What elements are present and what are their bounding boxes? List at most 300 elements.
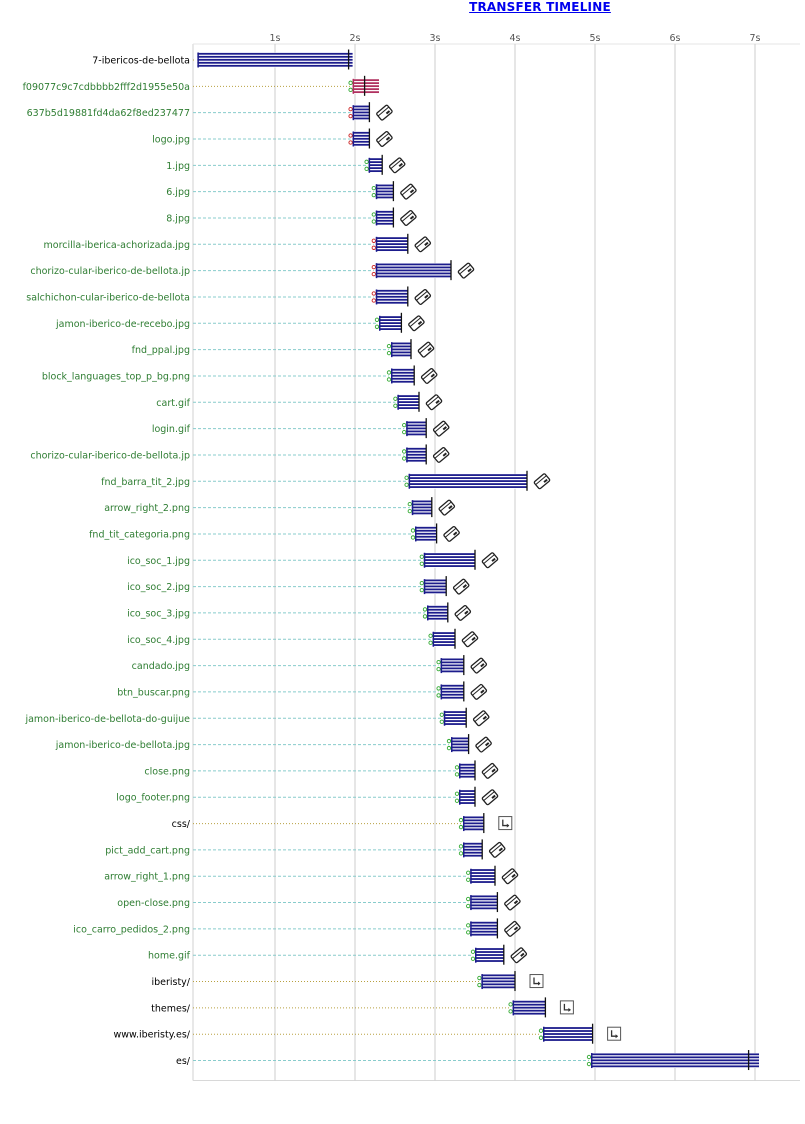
transfer-bar-stripe	[415, 530, 437, 532]
row-label[interactable]: css/	[171, 819, 190, 831]
transfer-bar-stripe	[427, 618, 448, 620]
transfer-bar-stripe	[441, 667, 464, 669]
disk-icon	[443, 526, 460, 542]
transfer-bar[interactable]	[441, 684, 464, 699]
disk-icon	[376, 105, 393, 121]
transfer-bar[interactable]	[406, 447, 426, 462]
transfer-bar-stripe	[441, 664, 464, 666]
transfer-bar-stripe	[427, 606, 448, 608]
transfer-bar-stripe	[470, 922, 497, 924]
row-label[interactable]: 7-ibericos-de-bellota	[92, 55, 190, 67]
transfer-bar-stripe	[459, 802, 475, 804]
transfer-bar-stripe	[424, 586, 446, 588]
row-label[interactable]: pict_add_cart.png	[105, 845, 190, 857]
transfer-bar-stripe	[459, 767, 475, 769]
redirect-icon	[499, 817, 512, 830]
transfer-bar-stripe	[406, 454, 426, 456]
timing-marker	[387, 344, 390, 347]
transfer-bar-stripe	[391, 381, 414, 383]
timing-marker	[405, 476, 408, 479]
timing-marker	[394, 397, 397, 400]
transfer-bar-stripe	[459, 770, 475, 772]
transfer-bar-stripe	[353, 106, 370, 108]
timing-marker	[372, 193, 375, 196]
transfer-bar-stripe	[353, 112, 370, 114]
row-label[interactable]: logo_footer.png	[116, 792, 190, 804]
disk-icon	[504, 895, 521, 911]
timeline-row[interactable]	[117, 681, 487, 701]
transfer-bar-stripe	[376, 240, 408, 242]
transfer-bar[interactable]	[412, 500, 432, 515]
transfer-bar-stripe	[463, 828, 484, 830]
disk-icon	[504, 921, 521, 937]
timeline-row[interactable]	[92, 50, 352, 70]
row-label[interactable]: chorizo-cular-iberico-de-bellota.jp	[30, 450, 190, 462]
transfer-bar-stripe	[470, 931, 497, 933]
transfer-bar-edge	[427, 605, 429, 620]
transfer-bar[interactable]	[415, 526, 437, 541]
row-label[interactable]: candado.jpg	[131, 661, 190, 673]
transfer-bar[interactable]	[376, 289, 408, 304]
transfer-bar[interactable]	[391, 342, 411, 357]
transfer-bar[interactable]	[197, 53, 352, 68]
transfer-bar-stripe	[463, 843, 482, 845]
disk-icon	[458, 263, 475, 279]
timing-marker	[372, 220, 375, 223]
transfer-bar[interactable]	[424, 579, 446, 594]
transfer-bar-stripe	[475, 957, 504, 959]
transfer-bar-edge	[475, 948, 477, 963]
transfer-bar-stripe	[353, 85, 379, 87]
transfer-bar-stripe	[459, 796, 475, 798]
disk-icon	[400, 210, 417, 226]
transfer-bar-stripe	[470, 901, 497, 903]
transfer-bar-edge	[412, 500, 414, 515]
transfer-bar[interactable]	[353, 131, 370, 146]
tick-label: 7s	[749, 33, 761, 44]
disk-icon	[462, 631, 479, 647]
row-label[interactable]: cart.gif	[156, 397, 190, 409]
transfer-bar-stripe	[391, 378, 414, 380]
timing-marker	[440, 720, 443, 723]
transfer-bar[interactable]	[433, 632, 455, 647]
row-label[interactable]: home.gif	[148, 950, 190, 962]
timing-marker	[387, 378, 390, 381]
row-label[interactable]: www.iberisty.es/	[113, 1029, 190, 1041]
row-label[interactable]: 6.jpg	[166, 187, 190, 199]
transfer-bar-stripe	[409, 474, 527, 476]
row-label[interactable]: 1.jpg	[166, 160, 190, 172]
transfer-bar-stripe	[481, 986, 515, 988]
transfer-bar-edge	[470, 895, 472, 910]
transfer-bar-stripe	[376, 211, 394, 213]
transfer-bar-stripe	[391, 369, 414, 371]
transfer-bar-stripe	[406, 448, 426, 450]
timing-marker	[455, 766, 458, 769]
timing-marker	[437, 694, 440, 697]
transfer-bar-stripe	[513, 1004, 546, 1006]
transfer-bar-stripe	[513, 1010, 546, 1012]
transfer-bar-stripe	[441, 661, 464, 663]
transfer-bar-edge	[591, 1053, 593, 1068]
transfer-bar-stripe	[444, 714, 466, 716]
transfer-bar[interactable]	[463, 816, 484, 831]
row-label[interactable]: salchichon-cular-iberico-de-bellota	[26, 292, 190, 304]
transfer-bar-stripe	[379, 319, 401, 321]
disk-icon	[453, 579, 470, 595]
disk-icon-body	[475, 737, 492, 753]
transfer-bar-stripe	[470, 881, 495, 883]
transfer-bar-edge	[376, 289, 378, 304]
transfer-bar-stripe	[376, 264, 451, 266]
transfer-bar-edge	[459, 763, 461, 778]
transfer-bar-stripe	[427, 612, 448, 614]
timing-marker	[420, 581, 423, 584]
transfer-bar[interactable]	[481, 974, 515, 989]
transfer-bar-stripe	[513, 1013, 546, 1015]
disk-icon	[426, 394, 443, 410]
row-label[interactable]: iberisty/	[151, 977, 190, 989]
transfer-bar-stripe	[376, 188, 394, 190]
disk-icon-body	[455, 605, 472, 621]
transfer-bar-stripe	[424, 553, 475, 555]
row-label[interactable]: f09077c9c7cdbbbb2fff2d1955e50a	[22, 81, 190, 93]
transfer-bar-stripe	[591, 1059, 759, 1061]
transfer-bar-stripe	[397, 407, 419, 409]
transfer-bar[interactable]	[444, 711, 466, 726]
transfer-bar-edge	[376, 237, 378, 252]
timeline-row[interactable]	[127, 550, 498, 570]
disk-icon-body	[443, 526, 460, 542]
tick-label: 1s	[269, 33, 281, 44]
row-label[interactable]: ico_carro_pedidos_2.png	[73, 924, 190, 936]
transfer-bar-stripe	[376, 223, 394, 225]
redirect-icon-box	[530, 975, 543, 988]
transfer-bar-stripe	[376, 270, 451, 272]
timing-marker	[467, 897, 470, 900]
transfer-bar-stripe	[433, 641, 455, 643]
row-label[interactable]: close.png	[144, 766, 190, 778]
timing-marker	[394, 404, 397, 407]
timing-marker	[420, 588, 423, 591]
transfer-bar-stripe	[451, 746, 469, 748]
row-label[interactable]: jamon-iberico-de-bellota-do-guijue	[25, 713, 190, 725]
transfer-bar-edge	[353, 131, 355, 146]
timing-marker	[372, 292, 375, 295]
transfer-bar-stripe	[513, 1001, 546, 1003]
transfer-bar-edge	[433, 632, 435, 647]
timing-marker	[459, 825, 462, 828]
transfer-bar-stripe	[424, 559, 475, 561]
disk-icon	[389, 157, 406, 173]
transfer-bar-stripe	[369, 167, 383, 169]
transfer-bar-stripe	[369, 170, 383, 172]
disk-icon-body	[415, 289, 432, 305]
transfer-bar[interactable]	[513, 1000, 546, 1015]
disk-icon	[471, 684, 488, 700]
transfer-bar-edge	[463, 842, 465, 857]
transfer-bar-edge	[424, 579, 426, 594]
transfer-bar-edge	[444, 711, 446, 726]
transfer-bar-stripe	[591, 1062, 759, 1064]
transfer-bar[interactable]	[459, 763, 475, 778]
transfer-bar-stripe	[376, 302, 408, 304]
transfer-bar[interactable]	[470, 869, 495, 884]
disk-icon-body	[462, 631, 479, 647]
row-label[interactable]: btn_buscar.png	[117, 687, 190, 699]
transfer-bar-stripe	[415, 527, 437, 529]
transfer-bar-stripe	[459, 773, 475, 775]
row-label[interactable]: fnd_barra_tit_2.jpg	[101, 476, 190, 488]
disk-icon	[415, 289, 432, 305]
row-label[interactable]: jamon-iberico-de-bellota.jpg	[55, 740, 190, 752]
tick-label: 2s	[349, 33, 361, 44]
transfer-bar-stripe	[427, 615, 448, 617]
transfer-bar-stripe	[376, 214, 394, 216]
transfer-bar-stripe	[444, 723, 466, 725]
redirect-icon	[530, 975, 543, 988]
timing-marker	[587, 1062, 590, 1065]
timing-marker	[349, 141, 352, 144]
timing-marker	[420, 555, 423, 558]
transfer-bar[interactable]	[427, 605, 448, 620]
disk-icon	[400, 184, 417, 200]
row-label[interactable]: ico_soc_1.jpg	[127, 555, 190, 567]
row-label[interactable]: chorizo-cular-iberico-de-bellota.jp	[30, 266, 190, 278]
timing-marker	[459, 818, 462, 821]
row-label[interactable]: arrow_right_1.png	[104, 871, 190, 883]
timing-marker	[372, 265, 375, 268]
tick-label: 6s	[669, 33, 681, 44]
row-label[interactable]: 8.jpg	[166, 213, 190, 225]
timing-marker	[455, 799, 458, 802]
tick-label: 5s	[589, 33, 601, 44]
transfer-bar[interactable]	[591, 1053, 759, 1068]
transfer-bar-stripe	[481, 980, 515, 982]
transfer-bar-stripe	[376, 217, 394, 219]
transfer-bar-stripe	[427, 609, 448, 611]
row-label[interactable]: block_languages_top_p_bg.png	[41, 371, 190, 383]
transfer-bar-stripe	[376, 290, 408, 292]
transfer-bar-edge	[451, 737, 453, 752]
transfer-bar[interactable]	[409, 474, 527, 489]
transfer-bar-edge	[379, 316, 381, 331]
transfer-bar-stripe	[353, 118, 370, 120]
transfer-bar[interactable]	[353, 79, 379, 94]
transfer-bar-stripe	[397, 398, 419, 400]
transfer-bar-stripe	[444, 720, 466, 722]
transfer-bar-stripe	[379, 322, 401, 324]
transfer-bar-stripe	[391, 349, 411, 351]
transfer-bar-stripe	[433, 644, 455, 646]
transfer-bar-stripe	[376, 249, 408, 251]
transfer-bar[interactable]	[376, 210, 394, 225]
transfer-bar[interactable]	[379, 316, 401, 331]
row-label[interactable]: 637b5d19881fd4da62f8ed237477	[26, 108, 190, 120]
disk-icon-body	[453, 579, 470, 595]
timing-marker	[471, 957, 474, 960]
timing-marker	[423, 608, 426, 611]
transfer-bar-stripe	[391, 343, 411, 345]
transfer-bar-stripe	[397, 401, 419, 403]
transfer-bar-stripe	[397, 404, 419, 406]
transfer-bar-stripe	[463, 849, 482, 851]
disk-icon-body	[504, 921, 521, 937]
disk-icon-body	[471, 658, 488, 674]
transfer-bar-stripe	[353, 88, 379, 90]
transfer-bar-stripe	[463, 822, 484, 824]
transfer-bar[interactable]	[463, 842, 482, 857]
timing-marker	[478, 983, 481, 986]
transfer-bar-stripe	[376, 246, 408, 248]
timing-marker	[539, 1036, 542, 1039]
timing-marker	[403, 450, 406, 453]
transfer-bar[interactable]	[376, 237, 408, 252]
transfer-bar-stripe	[376, 191, 394, 193]
transfer-bar-stripe	[591, 1056, 759, 1058]
timing-marker	[471, 950, 474, 953]
timing-marker	[455, 792, 458, 795]
timing-marker	[411, 529, 414, 532]
timing-marker	[372, 299, 375, 302]
transfer-bar[interactable]	[397, 395, 419, 410]
transfer-bar-stripe	[391, 372, 414, 374]
transfer-bar-edge	[406, 421, 408, 436]
transfer-bar-stripe	[470, 898, 497, 900]
timeline-row[interactable]	[152, 128, 393, 148]
transfer-bar-edge	[513, 1000, 515, 1015]
timeline-row[interactable]	[30, 260, 474, 280]
transfer-bar-stripe	[463, 846, 482, 848]
timeline-row[interactable]	[151, 971, 543, 991]
row-label[interactable]: morcilla-iberica-achorizada.jpg	[43, 239, 190, 251]
timing-marker	[467, 878, 470, 881]
transfer-bar-stripe	[459, 776, 475, 778]
timing-marker	[429, 641, 432, 644]
transfer-bar-stripe	[433, 632, 455, 634]
timing-marker	[420, 562, 423, 565]
guide-lines	[193, 60, 589, 1061]
transfer-bar-stripe	[353, 82, 379, 84]
transfer-bar-edge	[543, 1027, 545, 1042]
transfer-bar-stripe	[463, 852, 482, 854]
transfer-bar[interactable]	[451, 737, 469, 752]
transfer-bar-stripe	[197, 59, 352, 61]
disk-icon	[482, 789, 499, 805]
timing-marker	[467, 924, 470, 927]
timing-marker	[459, 852, 462, 855]
row-label[interactable]: fnd_tit_categoria.png	[89, 529, 190, 541]
transfer-bar[interactable]	[353, 105, 370, 120]
row-label[interactable]: ico_soc_2.jpg	[127, 582, 190, 594]
transfer-bar-stripe	[543, 1027, 593, 1029]
transfer-bar[interactable]	[391, 368, 414, 383]
transfer-bar-stripe	[463, 825, 484, 827]
transfer-bar-stripe	[369, 161, 383, 163]
transfer-bar-stripe	[470, 875, 495, 877]
transfer-bar-stripe	[444, 711, 466, 713]
transfer-bar-stripe	[463, 816, 484, 818]
transfer-bar-stripe	[470, 925, 497, 927]
timing-marker	[408, 502, 411, 505]
transfer-bar[interactable]	[475, 948, 504, 963]
transfer-bar-stripe	[441, 688, 464, 690]
timing-marker	[387, 351, 390, 354]
transfer-bar-edge	[470, 869, 472, 884]
row-label[interactable]: login.gif	[151, 424, 190, 436]
transfer-bar[interactable]	[470, 895, 497, 910]
disk-icon-body	[489, 842, 506, 858]
transfer-bar-stripe	[353, 135, 370, 137]
transfer-bar-stripe	[197, 65, 352, 67]
row-label[interactable]: es/	[176, 1056, 190, 1068]
transfer-bar[interactable]	[406, 421, 426, 436]
timing-marker	[440, 713, 443, 716]
transfer-bar-edge	[415, 526, 417, 541]
transfer-bar-stripe	[391, 355, 411, 357]
timing-marker	[408, 509, 411, 512]
transfer-bar[interactable]	[369, 158, 383, 173]
transfer-bar-edge	[463, 816, 465, 831]
transfer-bar-stripe	[441, 658, 464, 660]
transfer-bar-stripe	[376, 237, 408, 239]
transfer-bar-stripe	[379, 325, 401, 327]
row-label[interactable]: themes/	[151, 1003, 190, 1015]
timing-marker	[455, 773, 458, 776]
row-label[interactable]: arrow_right_2.png	[104, 503, 190, 515]
timing-marker	[403, 430, 406, 433]
transfer-bar-stripe	[424, 580, 446, 582]
row-label[interactable]: ico_soc_4.jpg	[127, 634, 190, 646]
transfer-bar[interactable]	[470, 921, 497, 936]
row-label[interactable]: ico_soc_3.jpg	[127, 608, 190, 620]
transfer-bar-stripe	[481, 974, 515, 976]
transfer-bar-stripe	[353, 91, 379, 93]
transfer-bar[interactable]	[376, 263, 451, 278]
transfer-bar-stripe	[459, 764, 475, 766]
timeline-row[interactable]	[44, 234, 432, 254]
disk-icon-body	[408, 315, 425, 331]
transfer-bar-stripe	[475, 948, 504, 950]
transfer-bar[interactable]	[441, 658, 464, 673]
chart-title[interactable]: TRANSFER TIMELINE	[469, 0, 611, 14]
transfer-bar-edge	[397, 395, 399, 410]
transfer-bar[interactable]	[459, 790, 475, 805]
disk-icon-body	[504, 895, 521, 911]
transfer-bar[interactable]	[376, 184, 394, 199]
transfer-bar-stripe	[412, 504, 432, 506]
transfer-bar-stripe	[376, 299, 408, 301]
row-label[interactable]: jamon-iberico-de-recebo.jpg	[56, 318, 190, 330]
row-label[interactable]: logo.jpg	[152, 134, 190, 146]
transfer-bar-edge	[376, 184, 378, 199]
transfer-bar[interactable]	[424, 553, 475, 568]
transfer-bar-stripe	[391, 352, 411, 354]
timing-marker	[372, 239, 375, 242]
disk-icon	[471, 658, 488, 674]
row-label[interactable]: fnd_ppal.jpg	[131, 345, 190, 357]
transfer-bar-stripe	[441, 685, 464, 687]
timeline-row[interactable]	[104, 866, 518, 886]
timing-marker	[437, 687, 440, 690]
transfer-bar-stripe	[406, 434, 426, 436]
transfer-bar-stripe	[459, 799, 475, 801]
row-label[interactable]: open-close.png	[117, 898, 190, 910]
transfer-bar[interactable]	[543, 1027, 593, 1042]
timing-marker	[437, 660, 440, 663]
tick-labels	[270, 33, 761, 44]
transfer-bar-edge	[197, 53, 199, 68]
